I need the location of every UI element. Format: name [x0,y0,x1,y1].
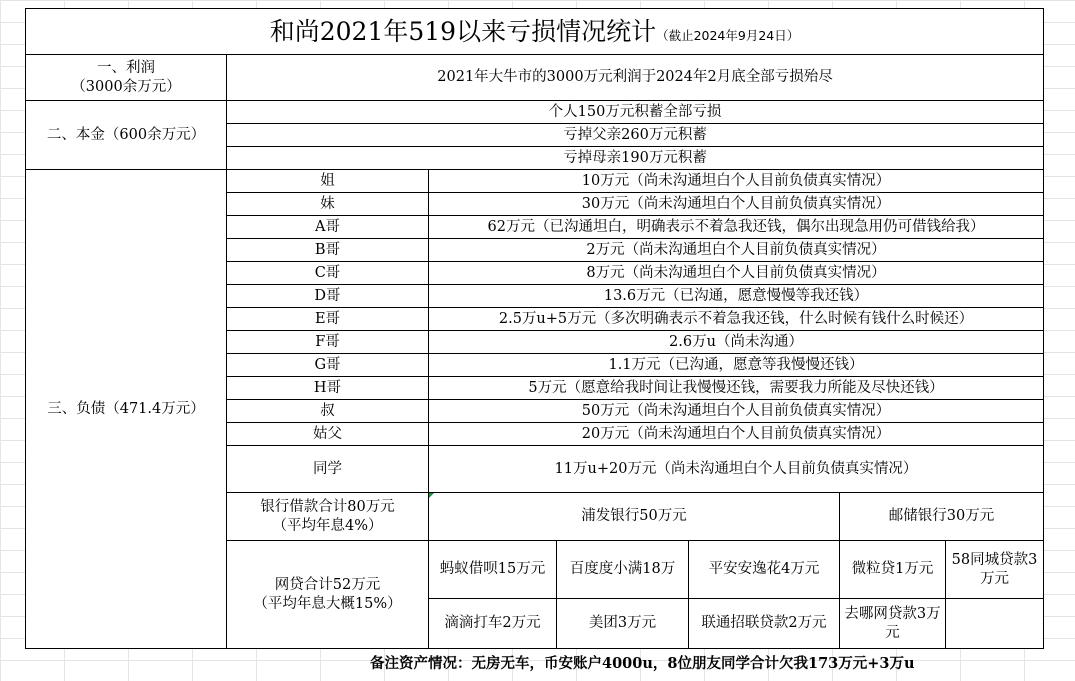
online-loan-empty [946,599,1044,649]
debt-detail: 62万元（已沟通坦白，明确表示不着急我还钱，偶尔出现急用仍可借钱给我） [429,216,1044,239]
debt-creditor: D哥 [227,285,429,308]
bank-loan-spdb: 浦发银行50万元 [429,493,840,541]
debt-detail: 1.1万元（已沟通，愿意等我慢慢还钱） [429,354,1044,377]
debt-creditor: B哥 [227,239,429,262]
online-loan-item: 平安安逸花4万元 [689,541,840,599]
bank-loan-label-line1: 银行借款合计80万元 [260,499,395,516]
profit-label-line2: （3000余万元） [71,78,181,95]
debt-detail: 5万元（愿意给我时间让我慢慢还钱，需要我力所能及尽快还钱） [429,377,1044,400]
debt-creditor: 叔 [227,400,429,423]
bank-loan-label [227,493,429,541]
online-loan-label [227,541,429,649]
bank-loan-label-line2: （平均年息4%） [272,517,383,534]
debt-detail: 30万元（尚未沟通坦白个人目前负债真实情况） [429,193,1044,216]
debt-creditor: C哥 [227,262,429,285]
principal-label: 二、本金（600余万元） [26,101,227,170]
online-loan-item: 58同城贷款3万元 [946,541,1044,599]
asset-note: 备注资产情况：无房无车，币安账户4000u，8位朋友同学合计欠我173万元+3万u [370,655,915,672]
bank-loan-psbc: 邮储银行30万元 [840,493,1044,541]
debt-creditor: G哥 [227,354,429,377]
online-loan-item: 去哪网贷款3万元 [840,599,946,649]
principal-item: 亏掉母亲190万元积蓄 [227,147,1044,170]
loss-summary-table [25,8,1044,649]
online-loan-label-line1: 网贷合计52万元 [274,577,381,594]
debt-detail: 8万元（尚未沟通坦白个人目前负债真实情况） [429,262,1044,285]
online-loan-item: 联通招联贷款2万元 [689,599,840,649]
online-loan-item: 微粒贷1万元 [840,541,946,599]
principal-item: 亏掉父亲260万元积蓄 [227,124,1044,147]
profit-label [26,55,227,101]
debt-detail: 20万元（尚未沟通坦白个人目前负债真实情况） [429,423,1044,446]
debt-creditor: 妹 [227,193,429,216]
debt-creditor: 姑父 [227,423,429,446]
debt-creditor: 同学 [227,446,429,493]
online-loan-label-line2: （平均年息大概15%） [253,595,402,612]
title-main: 和尚2021年519以来亏损情况统计 [269,16,657,46]
online-loan-item: 美团3万元 [557,599,689,649]
debt-detail: 2.5万u+5万元（多次明确表示不着急我还钱，什么时候有钱什么时候还） [429,308,1044,331]
debt-creditor: H哥 [227,377,429,400]
profit-text: 2021年大牛市的3000万元利润于2024年2月底全部亏损殆尽 [227,55,1044,101]
principal-item: 个人150万元积蓄全部亏损 [227,101,1044,124]
online-loan-item: 滴滴打车2万元 [429,599,557,649]
debt-creditor: A哥 [227,216,429,239]
debt-detail: 11万u+20万元（尚未沟通坦白个人目前负债真实情况） [429,446,1044,493]
debt-creditor: F哥 [227,331,429,354]
debt-detail: 2.6万u（尚未沟通） [429,331,1044,354]
debt-detail: 10万元（尚未沟通坦白个人目前负债真实情况） [429,170,1044,193]
profit-label-line1: 一、利润 [97,60,155,77]
debt-detail: 13.6万元（已沟通，愿意慢慢等我还钱） [429,285,1044,308]
title-date-note: （截止2024年9月24日） [656,27,800,43]
table-title [26,9,1044,55]
debt-creditor: E哥 [227,308,429,331]
online-loan-item: 蚂蚁借呗15万元 [429,541,557,599]
debt-label: 三、负债（471.4万元） [26,170,227,649]
debt-creditor: 姐 [227,170,429,193]
debt-detail: 2万元（尚未沟通坦白个人目前负债真实情况） [429,239,1044,262]
debt-detail: 50万元（尚未沟通坦白个人目前负债真实情况） [429,400,1044,423]
online-loan-item: 百度度小满18万 [557,541,689,599]
